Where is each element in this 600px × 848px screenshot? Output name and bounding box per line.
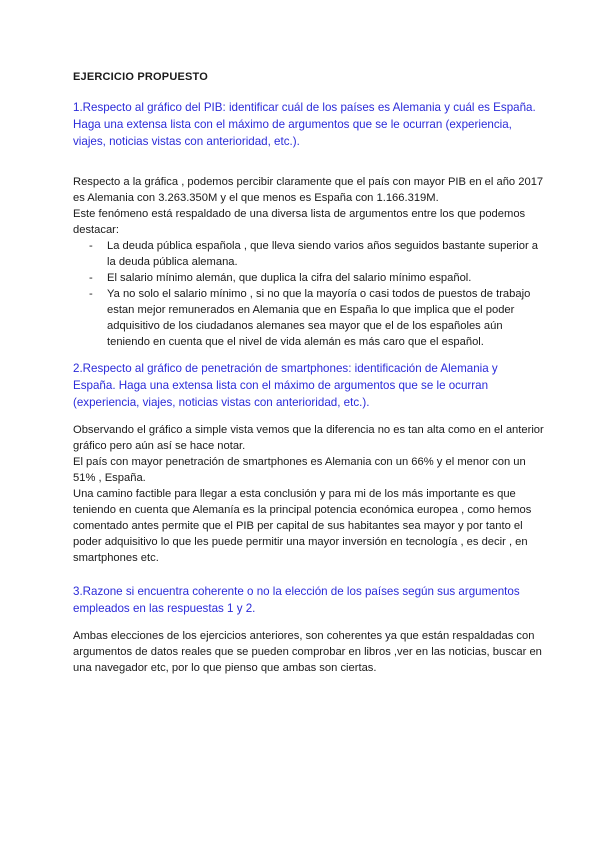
question-2: 2.Respecto al gráfico de penetración de smartphones: identificación de Alemania y España. Haga una extensa lista con el máximo de argumentos que se le ocurran (experiencia, viajes, noticias vistas con anterioridad, etc.). [73, 362, 498, 409]
answer-2 [73, 422, 545, 566]
answer-3-paragraph-1: Ambas elecciones de los ejercicios anteriores, son coherentes ya que están respaldadas con argumentos de datos reales que se pueden comprobar en libros ,ver en las noticias, buscar en una navegador etc, por lo que pienso que ambas son ciertas. [73, 630, 542, 674]
bullet-dash: - [89, 272, 93, 284]
answer-2-paragraph-1: Observando el gráfico a simple vista vemos que la diferencia no es tan alta como en el anterior gráfico pero aún así se hace notar. [73, 424, 544, 452]
answer-2-paragraph-2: El país con mayor penetración de smartphones es Alemania con un 66% y el menor con un 51% , España. [73, 456, 526, 484]
list-item [73, 238, 545, 270]
answer-1-paragraph-2: Este fenómeno está respaldado de una diversa lista de argumentos entre los que podemos destacar: [73, 208, 526, 236]
question-1: 1.Respecto al gráfico del PIB: identificar cuál de los países es Alemania y cuál es España. Haga una extensa lista con el máximo de argumentos que se le ocurran (experiencia, viajes, noticias vistas con anterioridad, etc.). [73, 101, 536, 148]
list-item [73, 286, 545, 350]
answer-1-bullet-list [73, 238, 545, 350]
answer-2-paragraph-3: Una camino factible para llegar a esta conclusión y para mi de los más importante es que teniendo en cuenta que Alemanía es la principal potencia económica europea , como hemos comentado antes permite que el PIB per capital de sus habitantes sea mayor y por tanto el poder adquisitivo lo que les puede permitir una mayor inversión en tecnología , es decir , en smartphones etc. [73, 488, 532, 564]
list-item [73, 270, 545, 286]
answer-1 [73, 174, 545, 350]
bullet-dash: - [89, 240, 93, 252]
list-item-text: La deuda pública española , que lleva siendo varios años seguidos bastante superior a la deuda pública alemana. [107, 240, 539, 268]
list-item-text: Ya no solo el salario mínimo , si no que la mayoría o casi todos de puestos de trabajo estan mejor remunerados en Alemania que en España lo que implica que el poder adquisitivo de los ciudadanos alemanes sea mayor que el de los españoles aún teniendo en cuenta que el nivel de vida alemán es más caro que el español. [107, 288, 531, 348]
answer-1-paragraph-1: Respecto a la gráfica , podemos percibir claramente que el país con mayor PIB en el año 2017 es Alemania con 3.263.350M y el que menos es España con 1.166.319M. [73, 176, 544, 204]
bullet-dash: - [89, 288, 93, 300]
document-title: EJERCICIO PROPUESTO [73, 71, 209, 83]
list-item-text: El salario mínimo alemán, que duplica la cifra del salario mínimo español. [107, 272, 472, 284]
answer-3 [73, 628, 545, 676]
question-3: 3.Razone si encuentra coherente o no la elección de los países según sus argumentos empleados en las respuestas 1 y 2. [73, 585, 520, 615]
